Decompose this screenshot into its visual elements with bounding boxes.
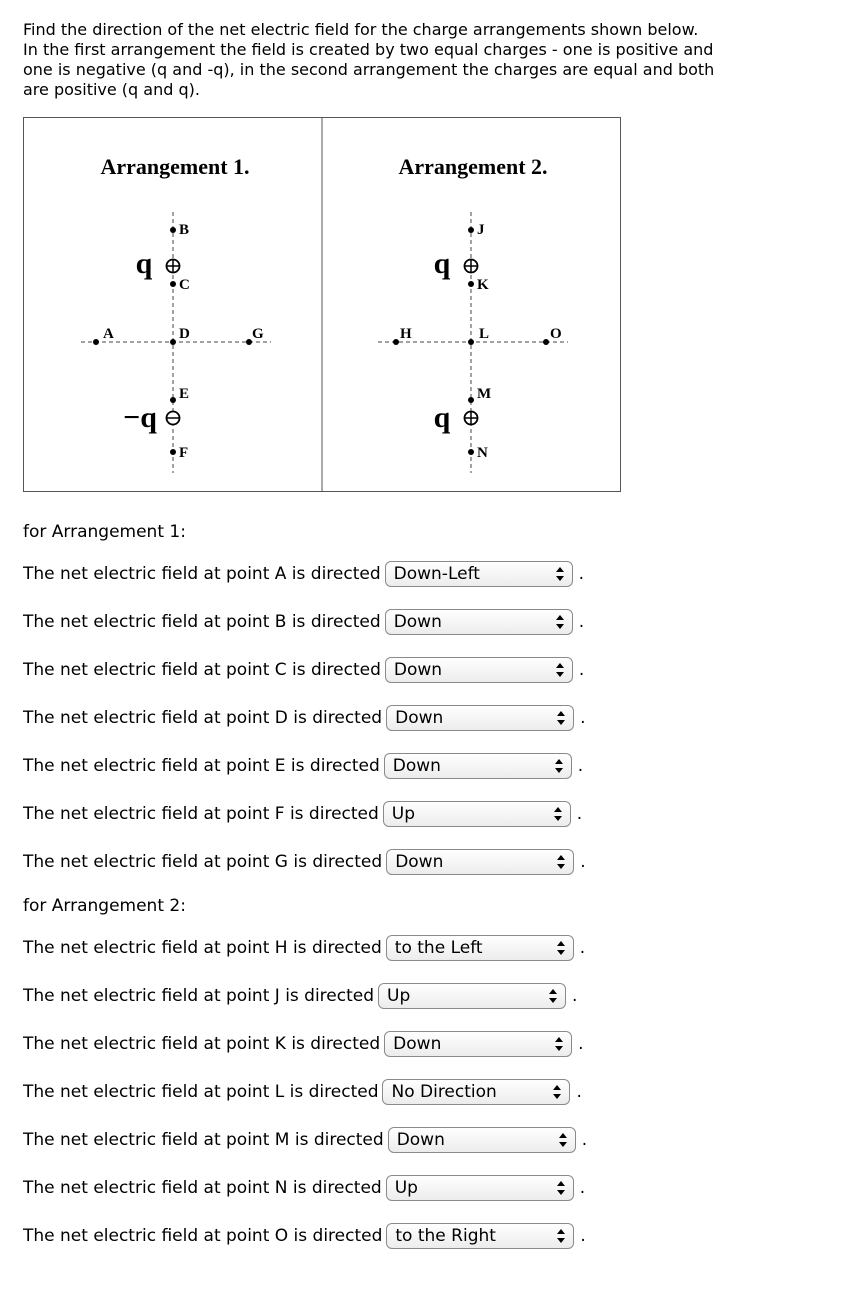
answer-select-C[interactable] <box>385 657 573 683</box>
period: . <box>579 1178 586 1198</box>
point-C-label: C <box>179 277 190 293</box>
question-text: The net electric field at point N is directed <box>23 1178 382 1198</box>
selected-value: No Direction <box>391 1082 497 1102</box>
arrangement-1-heading: for Arrangement 1: <box>23 522 186 542</box>
select-arrows-icon <box>556 1180 566 1196</box>
period: . <box>581 1130 588 1150</box>
question-row-G <box>23 847 586 877</box>
question-row-M <box>23 1125 587 1155</box>
selected-value: Up <box>391 804 416 824</box>
selected-value: Down-Left <box>393 564 480 584</box>
select-arrows-icon <box>556 1228 566 1244</box>
point-J-label: J <box>477 222 485 238</box>
intro-line-1: Find the direction of the net electric field for the charge arrangements shown below. <box>23 20 699 39</box>
select-arrows-icon <box>555 614 565 630</box>
point-B-dot <box>170 227 176 233</box>
positive-charge-icon <box>465 412 478 425</box>
point-N-dot <box>468 449 474 455</box>
select-arrows-icon <box>554 1036 564 1052</box>
point-D-label: D <box>179 326 190 342</box>
question-text: The net electric field at point F is directed <box>23 804 379 824</box>
point-A-label: A <box>103 326 114 342</box>
question-text: The net electric field at point G is directed <box>23 852 383 872</box>
select-arrows-icon <box>555 566 565 582</box>
answer-select-A[interactable] <box>385 561 573 587</box>
answer-select-H[interactable] <box>386 935 574 961</box>
question-text: The net electric field at point M is directed <box>23 1130 384 1150</box>
answer-select-D[interactable] <box>386 705 574 731</box>
select-arrows-icon <box>556 854 566 870</box>
positive-charge-icon <box>465 260 478 273</box>
intro-line-3: one is negative (q and -q), in the second arrangement the charges are equal and both <box>23 60 715 79</box>
question-text: The net electric field at point H is directed <box>23 938 382 958</box>
answer-select-G[interactable] <box>386 849 574 875</box>
selected-value: Down <box>395 852 444 872</box>
question-row-E <box>23 751 583 781</box>
question-row-N <box>23 1173 585 1203</box>
period: . <box>577 756 584 776</box>
point-E-dot <box>170 397 176 403</box>
point-K-dot <box>468 281 474 287</box>
period: . <box>580 852 586 872</box>
selected-value: Up <box>387 986 411 1006</box>
period: . <box>578 564 585 584</box>
arr2-bottom-charge-label: q <box>433 401 451 434</box>
answer-select-J[interactable] <box>378 983 566 1009</box>
selected-value: Down <box>393 612 442 632</box>
select-arrows-icon <box>554 758 564 774</box>
question-text: The net electric field at point E is directed <box>23 756 380 776</box>
intro-line-2: In the first arrangement the field is created by two equal charges - one is positive and <box>23 40 714 59</box>
point-M-dot <box>468 397 474 403</box>
point-J-dot <box>468 227 474 233</box>
selected-value: Down <box>396 1130 445 1150</box>
arr2-title: Arrangement 2. <box>398 154 548 179</box>
select-arrows-icon <box>558 1132 568 1148</box>
selected-value: to the Right <box>395 1226 496 1246</box>
question-text: The net electric field at point J is directed <box>23 986 375 1006</box>
select-arrows-icon <box>555 662 565 678</box>
question-row-C <box>23 655 584 685</box>
point-F-label: F <box>179 445 189 461</box>
point-C-dot <box>170 281 176 287</box>
question-text: The net electric field at point K is directed <box>23 1034 381 1054</box>
question-text: The net electric field at point D is directed <box>23 708 383 728</box>
answer-select-M[interactable] <box>388 1127 576 1153</box>
answer-select-B[interactable] <box>385 609 573 635</box>
arr1-title: Arrangement 1. <box>100 154 250 179</box>
question-row-H <box>23 933 585 963</box>
answer-select-K[interactable] <box>384 1031 572 1057</box>
selected-value: Down <box>393 660 443 680</box>
selected-value: Down <box>392 756 441 776</box>
select-arrows-icon <box>553 806 563 822</box>
period: . <box>576 1082 582 1102</box>
question-row-F <box>23 799 582 829</box>
period: . <box>572 986 578 1006</box>
point-M-label: M <box>477 386 492 402</box>
point-G-label: G <box>252 326 264 342</box>
selected-value: Down <box>393 1034 442 1054</box>
point-H-dot <box>393 339 399 345</box>
point-L-label: L <box>479 326 490 342</box>
question-text: The net electric field at point C is directed <box>23 660 381 680</box>
point-O-label: O <box>550 326 562 342</box>
intro-line-4: are positive (q and q). <box>23 80 200 99</box>
period: . <box>578 660 585 680</box>
answer-select-E[interactable] <box>384 753 572 779</box>
period: . <box>578 612 585 632</box>
question-text: The net electric field at point L is directed <box>23 1082 379 1102</box>
question-row-O <box>23 1221 586 1251</box>
selected-value: to the Left <box>394 938 483 958</box>
point-A-dot <box>93 339 99 345</box>
answer-select-N[interactable] <box>386 1175 574 1201</box>
question-row-J <box>23 981 577 1011</box>
select-arrows-icon <box>552 1084 562 1100</box>
arr1-top-charge-label: q <box>135 247 153 280</box>
positive-charge-icon <box>167 260 180 273</box>
answer-select-L[interactable] <box>382 1079 570 1105</box>
select-arrows-icon <box>548 988 558 1004</box>
selected-value: Down <box>395 708 444 728</box>
arr2-top-charge-label: q <box>433 247 451 280</box>
point-F-dot <box>170 449 176 455</box>
question-row-A <box>23 559 584 589</box>
answer-select-F[interactable] <box>383 801 571 827</box>
answer-select-O[interactable] <box>386 1223 574 1249</box>
period: . <box>576 804 583 824</box>
negative-charge-icon <box>167 412 180 425</box>
period: . <box>580 1226 586 1246</box>
period: . <box>578 1034 584 1054</box>
period: . <box>580 708 586 728</box>
point-N-label: N <box>477 445 488 461</box>
question-text: The net electric field at point O is directed <box>23 1226 383 1246</box>
point-K-label: K <box>477 277 489 293</box>
question-text: The net electric field at point A is directed <box>23 564 381 584</box>
arr1-bottom-charge-label: −q <box>123 401 157 434</box>
period: . <box>579 938 586 958</box>
problem-statement <box>23 20 743 100</box>
point-O-dot <box>543 339 549 345</box>
charge-arrangements-figure <box>23 117 621 492</box>
point-H-label: H <box>400 326 412 342</box>
question-row-B <box>23 607 584 637</box>
question-text: The net electric field at point B is directed <box>23 612 381 632</box>
point-B-label: B <box>179 222 190 238</box>
point-E-label: E <box>179 386 190 402</box>
point-L-dot <box>468 339 474 345</box>
question-row-L <box>23 1077 582 1107</box>
point-D-dot <box>170 339 176 345</box>
select-arrows-icon <box>556 710 566 726</box>
question-row-D <box>23 703 586 733</box>
selected-value: Up <box>394 1178 418 1198</box>
select-arrows-icon <box>556 940 566 956</box>
question-row-K <box>23 1029 584 1059</box>
arrangement-2-heading: for Arrangement 2: <box>23 896 186 916</box>
